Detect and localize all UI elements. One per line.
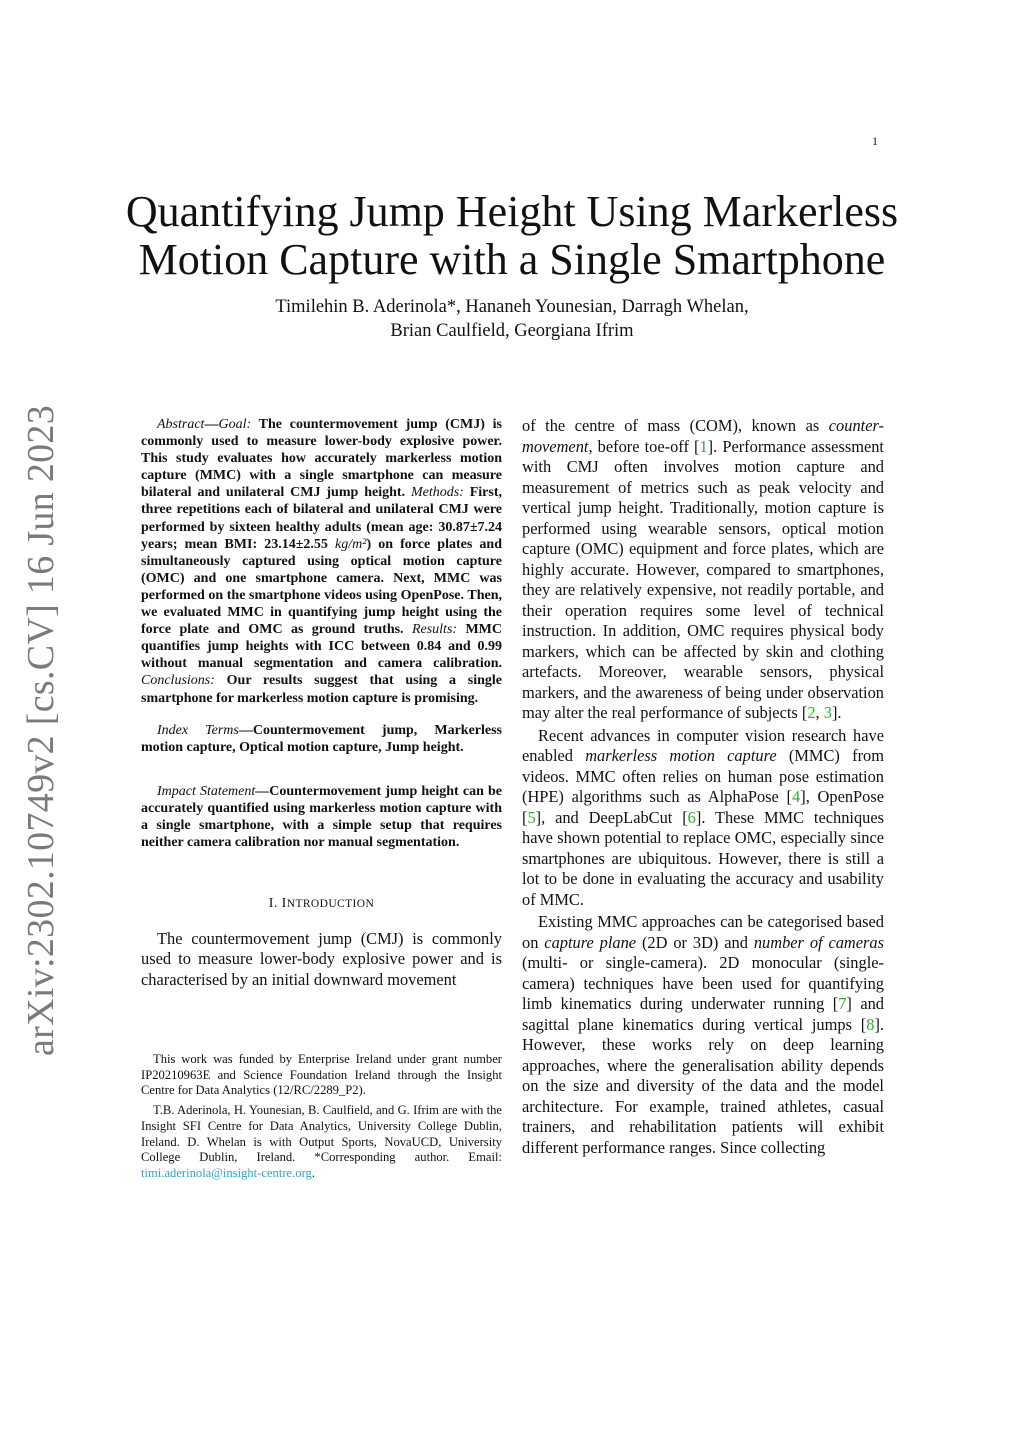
citation-3[interactable]: 3	[823, 703, 832, 722]
left-column	[141, 416, 502, 990]
bmi-unit: kg/m²	[335, 536, 367, 552]
abstract-goal: The countermovement jump (CMJ) is commonly used to measure lower-body explosive power. This study evaluates how accurately markerless motion capture (MMC) with a single smartphone can measure bilateral and unilateral CMJ jump height.	[141, 417, 502, 501]
page-number: 1	[872, 134, 878, 148]
footnote-funding: This work was funded by Enterprise Ireland under grant number IP20210963E and Science Foundation Ireland through the Insight Centre for Data Analytics (12/RC/2289_P2).	[141, 1052, 502, 1098]
email-link[interactable]: timi.aderinola@insight-centre.org	[141, 1165, 312, 1180]
index-terms: Index Terms—Countermovement jump, Markerless motion capture, Optical motion capture, Jump height.	[141, 722, 503, 755]
section-heading-introduction	[141, 894, 502, 915]
title-line-1: Quantifying Jump Height Using Markerless	[125, 187, 899, 236]
section-title-rest: NTRODUCTION	[286, 898, 375, 911]
citation-6[interactable]: 6	[687, 807, 696, 827]
footnotes	[141, 1052, 502, 1182]
intro-paragraph-2: Recent advances in computer vision research have enabled markerless motion capture (MMC) from videos. MMC often relies on human pose estimation (HPE) algorithms such as AlphaPose [4], OpenPose [5], and DeepLabCut [6]. These MMC techniques have shown potential to replace OMC, especially since smartphones are ubiquitous. However, there is still a lot to be done in evaluating the accuracy and usability of MMC.	[522, 725, 885, 909]
abstract-label: Abstract	[157, 417, 205, 432]
section-numeral: I.	[268, 896, 278, 912]
conclusions-label: Conclusions:	[141, 673, 215, 689]
citation-4[interactable]: 4	[792, 787, 801, 806]
abstract: Abstract—Goal: The countermovement jump (CMJ) is commonly used to measure lower-body explosive power. This study evaluates how accurately markerless motion capture (MMC) with a single smartphone can measure bilateral and unilateral CMJ jump height. Methods: First, three repetitions each of bilateral and unilateral CMJ were performed by sixteen healthy adults (mean age: 30.87±7.24 years; mean BMI: 23.14±2.55 kg/m²) on force plates and simultaneously captured using optical motion capture (OMC) and one smartphone camera. Next, MMC was performed on the smartphone videos using OpenPose. Then, we evaluated MMC in quantifying jump height using the force plate and OMC as ground truths. Results: MMC quantifies jump heights with ICC between 0.84 and 0.99 without manual segmentation and camera calibration. Conclusions: Our results suggest that using a single smartphone for markerless motion capture is promising.	[141, 417, 503, 706]
section-initial: I	[281, 896, 287, 912]
methods-label: Methods:	[410, 485, 464, 501]
citation-7[interactable]: 7	[838, 994, 847, 1013]
goal-label: Goal:	[218, 417, 252, 432]
citation-2[interactable]: 2	[807, 703, 816, 722]
index-terms-text: Countermovement jump, Markerless motion capture, Optical motion capture, Jump height.	[141, 722, 503, 755]
authors-line-1: Timilehin B. Aderinola*, Hananeh Younesian, Darragh Whelan,	[275, 297, 749, 317]
emphasis-capture-plane: capture plane	[544, 932, 637, 952]
title-line-2: Motion Capture with a Single Smartphone	[138, 235, 886, 284]
footnote-affiliation-text: T.B. Aderinola, H. Younesian, B. Caulfield, and G. Ifrim are with the Insight SFI Centre for Data Analytics, University College Dublin, Ireland. D. Whelan is with Output Sports, NovaUCD, University College Dublin, Ireland. *Corresponding author. Email:	[141, 1103, 502, 1165]
paper-title	[100, 188, 924, 284]
impact-statement: Impact Statement—Countermovement jump height can be accurately quantified using markerless motion capture with a single smartphone, with a simple setup that requires neither camera calibration nor manual segmentation.	[141, 783, 502, 851]
citation-1[interactable]: 1	[699, 436, 708, 456]
intro-paragraph-1-cont: of the centre of mass (COM), known as counter-movement, before toe-off [1]. Performance assessment with CMJ often involves motion capture and measurement of metrics such as peak velocity and vertical jump height. Traditionally, motion capture is performed using wearable sensors, optical motion capture (OMC) equipment and force plates, which are highly accurate. However, compared to smartphones, they are relatively expensive, not readily portable, and their operation requires some level of technical instruction. In addition, OMC requires physical body markers, which can be affected by skin and clothing artefacts. Moreover, wearable sensors, physical markers, and the awareness of being under observation may alter the real performance of subjects [2, 3].	[522, 416, 884, 722]
abstract-methods-b: ) on force plates and simultaneously captured using optical motion capture (OMC) and one smartphone camera. Next, MMC was performed on the smartphone videos using OpenPose. Then, we evaluated MMC in quantifying jump height using the force plate and OMC as ground truths.	[141, 536, 503, 638]
arxiv-stamp[interactable]: arXiv:2302.10749v2 [cs.CV] 16 Jun 2023	[20, 404, 62, 1056]
emphasis-mmc: markerless motion capture	[585, 746, 777, 765]
abstract-conclusions: Our results suggest that using a single smartphone for markerless motion capture is promising.	[141, 673, 502, 706]
emphasis-number-of-cameras: number of cameras	[753, 932, 885, 952]
abstract-methods-a: First, three repetitions each of bilateral and unilateral CMJ were performed by sixteen healthy adults (mean age: 30.87±7.24 years; mean BMI: 23.14±2.55	[141, 485, 502, 552]
emphasis-countermovement: counter-movement	[522, 416, 884, 456]
citation-5[interactable]: 5	[527, 807, 536, 827]
impact-text: Countermovement jump height can be accurately quantified using markerless motion capture with a single smartphone, with a simple setup that requires neither camera calibration nor manual segmentation.	[141, 783, 502, 851]
right-column	[522, 416, 884, 1158]
citation-8[interactable]: 8	[866, 1014, 875, 1034]
index-terms-label: Index Terms	[157, 722, 239, 738]
intro-paragraph-1-start: The countermovement jump (CMJ) is commonly used to measure lower-body explosive power and is characterised by an initial downward movement	[141, 928, 502, 989]
impact-label: Impact Statement	[157, 783, 256, 799]
abstract-results: MMC quantifies jump heights with ICC between 0.84 and 0.99 without manual segmentation and camera calibration.	[141, 622, 502, 672]
authors-line-2: Brian Caulfield, Georgiana Ifrim	[390, 321, 634, 341]
author-list	[100, 295, 924, 343]
footnote-affiliations: T.B. Aderinola, H. Younesian, B. Caulfield, and G. Ifrim are with the Insight SFI Centre for Data Analytics, University College Dublin, Ireland. D. Whelan is with Output Sports, NovaUCD, University College Dublin, Ireland. *Corresponding author. Email: timi.aderinola@insight-centre.org.	[141, 1103, 502, 1180]
results-label: Results:	[411, 622, 458, 638]
intro-paragraph-3: Existing MMC approaches can be categorised based on capture plane (2D or 3D) and number of cameras (multi- or single-camera). 2D monocular (single-camera) techniques have been used for quantifying limb kinematics during underwater running [7] and sagittal plane kinematics during vertical jumps [8]. However, these works rely on deep learning approaches, where the generalisation ability depends on the size and diversity of the data and the model architecture. For example, trained athletes, casual trainers, and rehabilitation patients will exhibit different performance ranges. Since collecting	[522, 912, 885, 1157]
